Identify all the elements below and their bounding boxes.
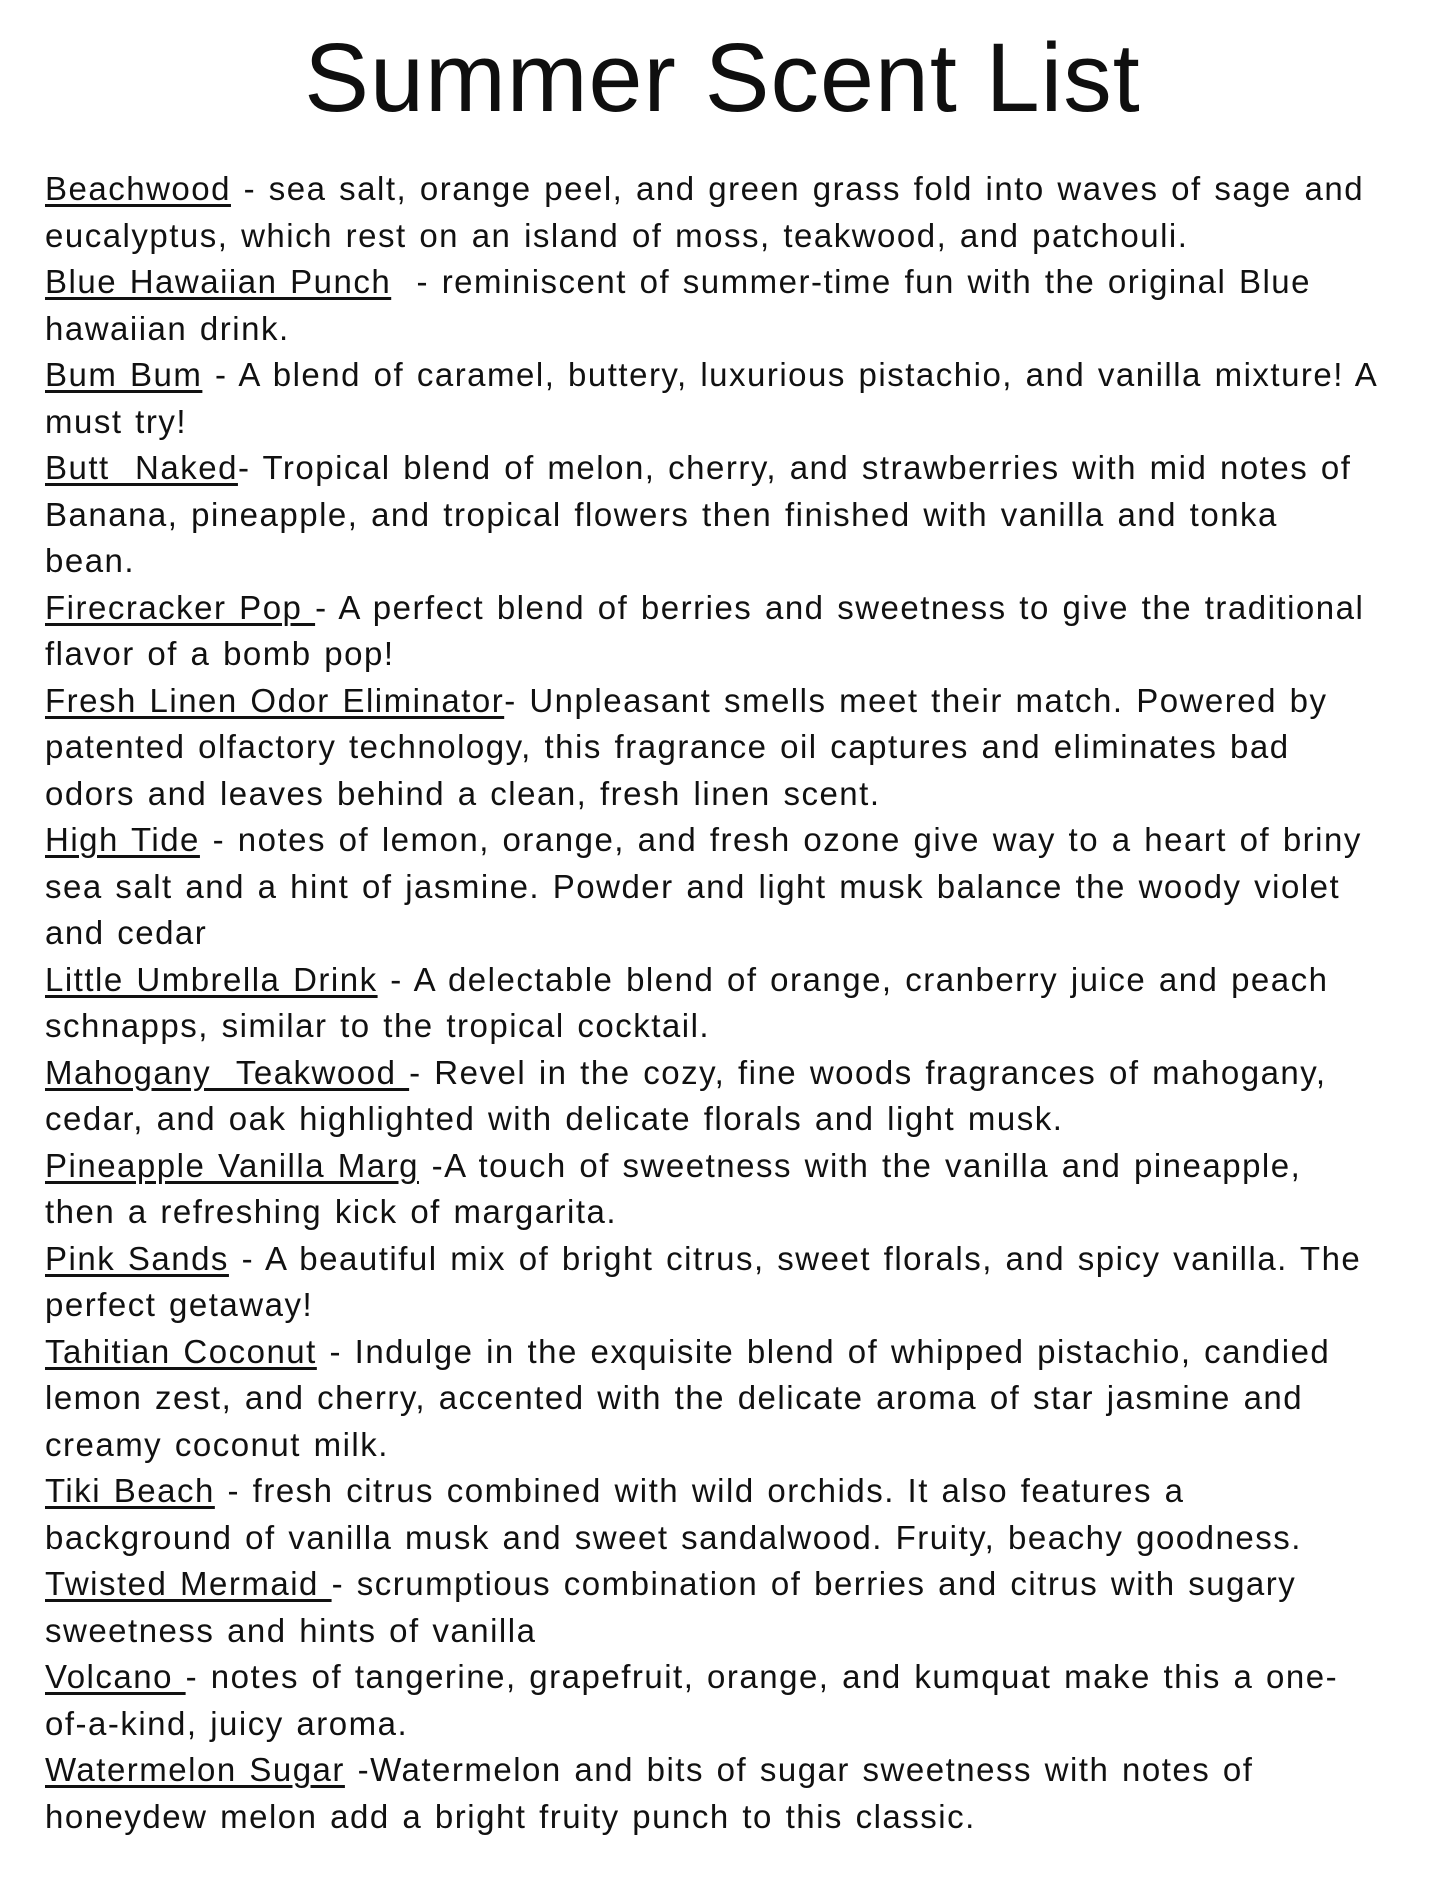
scent-name: Tahitian Coconut [45,1332,317,1370]
page-title: Summer Scent List [304,23,1141,132]
scent-item [45,445,1377,585]
scent-item [45,1050,1377,1143]
scent-description: -Watermelon and bits of sugar sweetness with notes of honeydew melon add a bright fruity punch to this classic. [45,1751,1267,1835]
scent-item [45,1236,1377,1329]
scent-name: Volcano [45,1658,186,1695]
scent-item [45,352,1390,445]
scent-name: High Tide [45,821,200,858]
scent-item [45,1561,1377,1654]
scent-name: Bum Bum [45,356,203,393]
scent-item [45,1747,1377,1840]
scent-item [45,259,1377,352]
scent-item [45,1143,1377,1236]
scent-name: Tiki Beach [45,1472,215,1509]
scent-description: - Tropical blend of melon, cherry, and strawberries with mid notes of Banana, pineapple, and tropical flowers then finished with vanilla and tonka bean. [45,449,1365,579]
scent-item [45,1468,1377,1561]
scent-item [45,166,1377,259]
scent-name: Beachwood [45,170,231,207]
scent-description: - fresh citrus combined with wild orchids. It also features a background of vanilla musk and sweet sandalwood. Fruity, beachy goodness. [45,1472,1302,1556]
scent-description: - scrumptious combination of berries and citrus with sugary sweetness and hints of vanilla [45,1565,1309,1649]
scent-description: - A beautiful mix of bright citrus, sweet florals, and spicy vanilla. The perfect getaway! [45,1239,1374,1323]
scent-name: Watermelon Sugar [45,1751,345,1788]
scent-name: Mahogany Teakwood [45,1053,410,1091]
scent-description: - Unpleasant smells meet their match. Powered by patented olfactory technology, this fragrance oil captures and eliminates bad odors and leaves behind a clean, fresh linen scent. [45,681,1341,812]
scent-list [0,166,1390,1840]
scent-item [45,585,1377,678]
scent-description: - sea salt, orange peel, and green grass fold into waves of sage and eucalyptus, which rest on an island of moss, teakwood, and patchouli. [45,170,1377,254]
scent-name: Blue Hawaiian Punch [45,263,392,300]
scent-item [45,957,1377,1050]
scent-description: -A touch of sweetness with the vanilla and pineapple, then a refreshing kick of margarita. [45,1146,1314,1230]
scent-description: - A blend of caramel, buttery, luxurious pistachio, and vanilla mixture! A must try! [45,356,1390,440]
scent-name: Twisted Mermaid [45,1565,332,1602]
scent-name: Fresh Linen Odor Eliminator [45,681,505,719]
scent-description: - A perfect blend of berries and sweetness to give the traditional flavor of a bomb pop! [45,588,1377,672]
scent-description: - notes of tangerine, grapefruit, orange, and kumquat make this a one-of-a-kind, juicy aroma. [45,1658,1339,1742]
scent-name: Little Umbrella Drink [45,960,378,998]
scent-item [45,678,1377,818]
scent-description: - reminiscent of summer-time fun with the original Blue hawaiian drink. [45,263,1324,347]
scent-item [45,817,1377,957]
scent-name: Firecracker Pop [45,588,316,626]
scent-description: - notes of lemon, orange, and fresh ozone give way to a heart of briny sea salt and a hint of jasmine. Powder and light musk balance the woody violet and cedar [45,821,1375,951]
document-page [0,18,1445,1889]
scent-description: - Revel in the cozy, fine woods fragrances of mahogany, cedar, and oak highlighted with delicate florals and light musk. [45,1053,1340,1137]
scent-description: - A delectable blend of orange, cranberry juice and peach schnapps, similar to the tropical cocktail. [45,960,1342,1044]
scent-item [45,1654,1377,1747]
scent-description: - Indulge in the exquisite blend of whipped pistachio, candied lemon zest, and cherry, accented with the delicate aroma of star jasmine and creamy coconut milk. [45,1332,1343,1463]
scent-name: Pineapple Vanilla Marg [45,1146,419,1184]
scent-name: Pink Sands [45,1239,229,1277]
scent-name: Butt Naked [45,449,238,486]
scent-item [45,1329,1377,1469]
